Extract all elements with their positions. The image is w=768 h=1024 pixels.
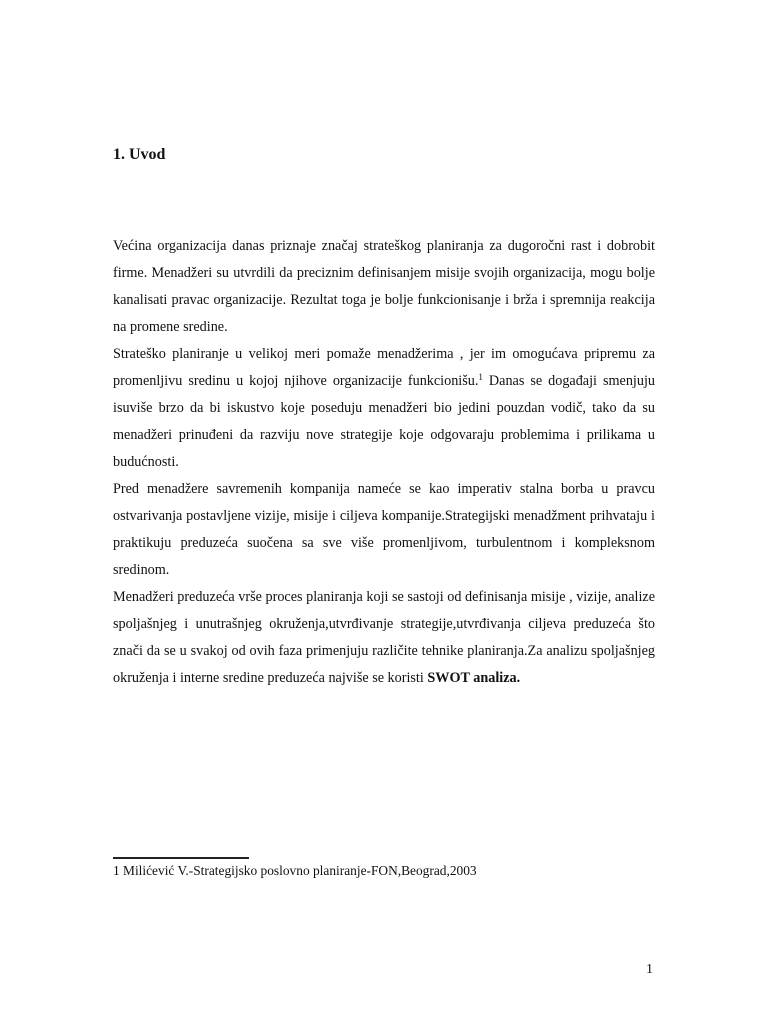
paragraph-3-text: Pred menadžere savremenih kompanija nameće se kao imperativ stalna borba u pravcu ostvarivanja postavljene vizije, misije i ciljeva kompanije.Strategijski menadžment prihvataju i praktikuju preduzeća suočena sa sve više promenljivom, turbulentnom i kompleksnom sredinom. (113, 481, 655, 578)
paragraph-2 (113, 341, 655, 476)
footnote-reference: 1 (478, 372, 483, 382)
footnote: 1 Milićević V.-Strategijsko poslovno planiranje-FON,Beograd,2003 (113, 863, 477, 878)
swot-analysis-emphasis: SWOT analiza. (427, 670, 521, 686)
paragraph-2-text-before-ref: Strateško planiranje u velikoj meri pomaže menadžerima , jer im omogućava pripremu za promenljivu sredinu u kojoj njihove organizacije funkcionišu. (113, 346, 655, 389)
page-number: 1 (646, 962, 653, 977)
paragraph-4 (113, 584, 655, 692)
paragraph-1-text: Većina organizacija danas priznaje značaj strateškog planiranja za dugoročni rast i dobrobit firme. Menadžeri su utvrdili da preciznim definisanjem misije svojih organizacija, mogu bolje kanalisati pravac organizacije. Rezultat toga je bolje funkcionisanje i brža i spremnija reakcija na promene sredine. (113, 238, 655, 335)
footnote-separator (113, 857, 249, 859)
section-heading: 1. Uvod (113, 146, 166, 163)
paragraph-1 (113, 233, 655, 341)
paragraph-3 (113, 476, 655, 584)
paragraph-4-text: Menadžeri preduzeća vrše proces planiranja koji se sastoji od definisanja misije , vizije, analize spoljašnjeg i unutrašnjeg okruženja,utvrđivanje strategije,utvrđivanja ciljeva preduzeća što znači da se u svakoj od ovih faza primenjuju različite tehnike planiranja.Za analizu spoljašnjeg okruženja i interne sredine preduzeća najviše se koristi (113, 589, 655, 686)
paragraph-2-text-after-ref: Danas se događaji smenjuju isuviše brzo da bi iskustvo koje poseduju menadžeri bio jedini pouzdan vodič, tako da su menadžeri prinuđeni da razviju nove strategije koje odgovaraju problemima i prilikama u budućnosti. (113, 373, 655, 470)
body-text (113, 233, 655, 692)
